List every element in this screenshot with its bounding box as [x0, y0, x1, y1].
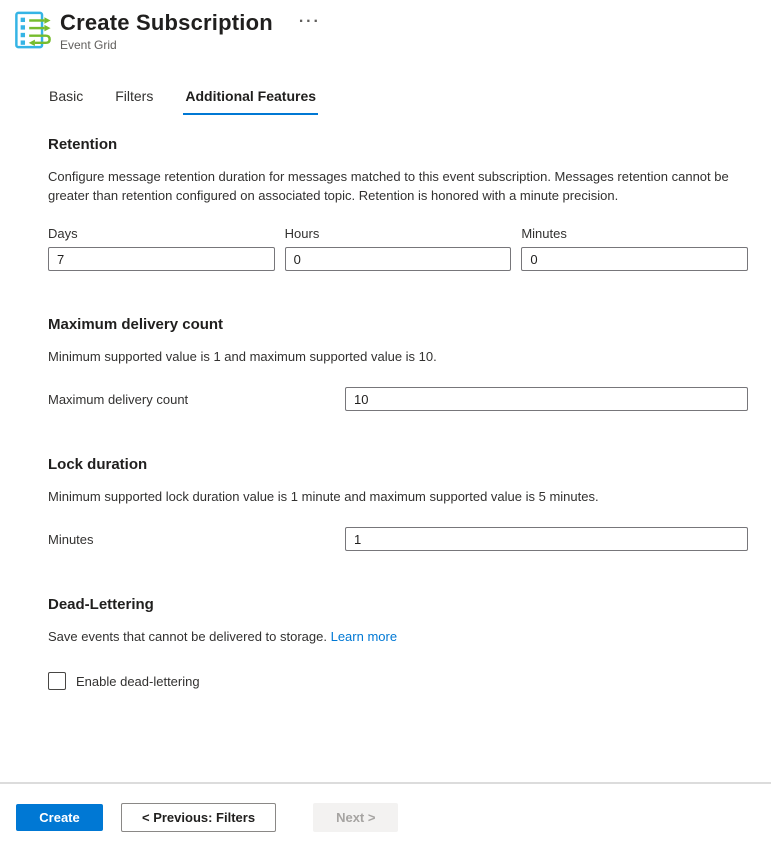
previous-filters-button[interactable]: < Previous: Filters [121, 803, 276, 832]
dead-lettering-section [48, 596, 748, 690]
dead-lettering-description [48, 627, 748, 646]
retention-section [48, 136, 748, 271]
max-delivery-description: Minimum supported value is 1 and maximum supported value is 10. [48, 349, 437, 364]
tab-bar [47, 88, 771, 115]
hours-label: Hours [284, 226, 320, 241]
retention-heading: Retention [48, 136, 118, 153]
days-input[interactable] [48, 247, 275, 271]
page-subtitle: Event Grid [60, 38, 117, 52]
more-options-button[interactable]: ··· [298, 13, 321, 30]
tab-filters[interactable]: Filters [115, 88, 154, 104]
blade-header-text [60, 10, 273, 52]
create-button[interactable]: Create [16, 804, 103, 831]
retention-hours-field [285, 226, 512, 271]
max-delivery-section [48, 316, 748, 411]
retention-days-field [48, 226, 275, 271]
next-button[interactable]: Next > [313, 803, 398, 832]
tab-basic[interactable]: Basic [49, 88, 84, 104]
retention-fields-row [48, 226, 748, 271]
lock-duration-row [48, 527, 748, 551]
enable-dead-lettering-checkbox[interactable] [48, 672, 66, 690]
tab-content [0, 115, 771, 690]
dead-lettering-description-text: Save events that cannot be delivered to storage. [48, 629, 327, 644]
event-grid-icon [14, 10, 52, 50]
lock-minutes-label: Minutes [48, 531, 94, 547]
retention-minutes-field [521, 226, 748, 271]
max-delivery-heading: Maximum delivery count [48, 316, 224, 333]
lock-duration-section [48, 456, 748, 551]
max-delivery-row [48, 387, 748, 411]
minutes-label: Minutes [521, 226, 567, 241]
learn-more-link[interactable]: Learn more [330, 629, 398, 644]
enable-dead-lettering-label[interactable]: Enable dead-lettering [76, 673, 200, 689]
tab-additional-features[interactable]: Additional Features [183, 88, 318, 115]
retention-description: Configure message retention duration for messages matched to this event subscription. Messages retention cannot be greater than retention configured on associated topic. Retention is honored with a minute precision. [48, 169, 729, 203]
enable-dead-lettering-row [48, 672, 748, 690]
max-delivery-label: Maximum delivery count [48, 391, 189, 407]
hours-input[interactable] [285, 247, 512, 271]
lock-duration-description: Minimum supported lock duration value is 1 minute and maximum supported value is 5 minutes. [48, 489, 599, 504]
minutes-input[interactable] [521, 247, 748, 271]
days-label: Days [48, 226, 78, 241]
blade-footer [0, 782, 771, 851]
page-title: Create Subscription [60, 10, 273, 35]
lock-minutes-input[interactable] [345, 527, 748, 551]
lock-duration-heading: Lock duration [48, 456, 148, 473]
max-delivery-input[interactable] [345, 387, 748, 411]
dead-lettering-heading: Dead-Lettering [48, 596, 154, 613]
blade-header [0, 0, 771, 52]
